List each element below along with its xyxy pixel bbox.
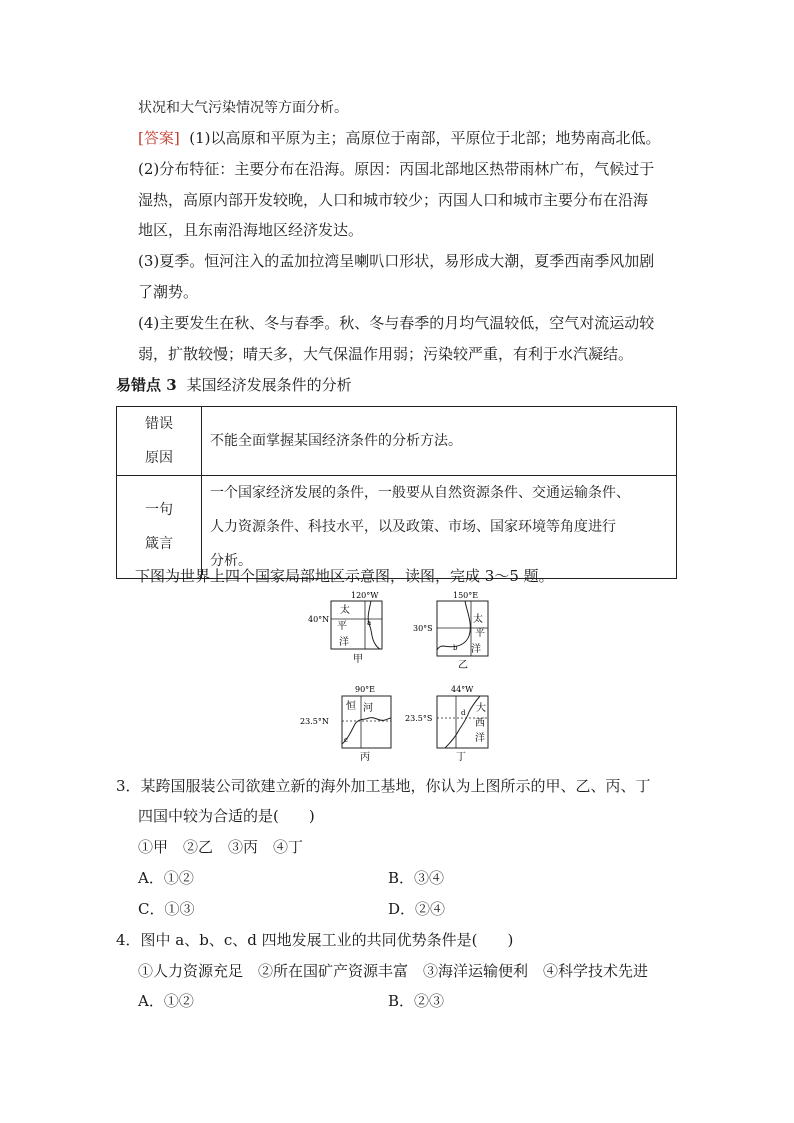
row-label: 一句 箴言 [117,476,202,579]
q3-option-a[interactable]: A．①② [138,869,194,887]
answer-line-8: 弱，扩散较慢；晴天多，大气保温作用弱；污染较严重，有利于水汽凝结。 [138,345,634,363]
svg-text:30°S: 30°S [413,624,433,633]
row-value: 不能全面掌握某国经济条件的分析方法。 [202,407,677,476]
svg-text:丙: 丙 [360,752,370,763]
table-row [117,476,677,579]
svg-text:44°W: 44°W [451,685,474,694]
svg-text:太: 太 [340,605,350,616]
section-heading [116,375,352,395]
svg-text:120°W: 120°W [351,591,379,600]
svg-text:乙: 乙 [458,660,468,671]
svg-text:平: 平 [337,621,347,632]
answer-line-6: 了潮势。 [138,283,199,301]
svg-text:40°N: 40°N [308,615,330,624]
q3-items: ①甲 ②乙 ③丙 ④丁 [138,838,304,856]
continued-text: 状况和大气污染情况等方面分析。 [138,100,348,116]
q4-stem: 4．图中 a、b、c、d 四地发展工业的共同优势条件是( ) [116,931,514,949]
answer-line-4: 地区，且东南沿海地区经济发达。 [138,221,364,239]
q3-option-c[interactable]: C．①③ [138,900,195,918]
q3-stem-line1: 3．某跨国服装公司欲建立新的海外加工基地，你认为上图所示的甲、乙、丙、丁 [116,777,651,795]
map-yi [413,591,488,671]
answer-line-2: (2)分布特征：主要分布在沿海。原因：丙国北部地区热带雨林广布，气候过于 [138,160,655,178]
q4-option-b[interactable]: B．②③ [388,992,445,1010]
svg-text:23.5°N: 23.5°N [300,717,329,726]
svg-text:平: 平 [475,628,485,639]
map-jia [308,591,382,665]
answer-line-7: (4)主要发生在秋、冬与春季。秋、冬与春季的月均气温较低，空气对流运动较 [138,314,655,332]
svg-text:丁: 丁 [456,752,466,763]
svg-text:b: b [453,644,458,652]
svg-text:河: 河 [363,703,373,714]
section-title: 某国经济发展条件的分析 [186,376,352,394]
q3-option-b[interactable]: B．③④ [388,869,445,887]
svg-text:c: c [344,736,348,744]
q4-option-a[interactable]: A．①② [138,992,194,1010]
answer-line-5: (3)夏季。恒河注入的孟加拉湾呈喇叭口形状，易形成大潮，夏季西南季风加剧 [138,252,655,270]
svg-text:太: 太 [473,614,483,625]
table-row [117,407,677,476]
tip-table [116,406,677,579]
q4-items: ①人力资源充足 ②所在国矿产资源丰富 ③海洋运输便利 ④科学技术先进 [138,962,649,980]
q3-stem-line2: 四国中较为合适的是( ) [138,807,315,825]
svg-text:90°E: 90°E [355,685,376,694]
map-ding [405,685,488,763]
svg-text:洋: 洋 [339,637,349,648]
four-country-maps [295,590,505,765]
svg-text:23.5°S: 23.5°S [405,714,433,723]
map-bing [300,685,391,763]
svg-text:洋: 洋 [471,644,481,655]
answer-tag: [答案] [138,129,180,147]
svg-text:大: 大 [476,703,486,714]
row-label: 错误 原因 [117,407,202,476]
svg-text:d: d [461,709,466,717]
svg-text:a: a [367,619,372,627]
svg-text:150°E: 150°E [453,591,479,600]
svg-text:洋: 洋 [475,733,485,744]
svg-text:恒: 恒 [346,701,356,712]
row-value: 一个国家经济发展的条件，一般要从自然资源条件、交通运输条件、 人力资源条件、科技水平，以及政策、市场、国家环境等角度进行 分析。 [202,476,677,579]
section-label: 易错点 3 [116,376,177,394]
q3-option-d[interactable]: D．②④ [388,900,446,918]
svg-text:甲: 甲 [353,654,363,665]
answer-line-1: [答案] (1)以高原和平原为主；高原位于南部，平原位于北部；地势南高北低。 [138,129,661,147]
answer-line-3: 湿热，高原内部开发较晚，人口和城市较少；丙国人口和城市主要分布在沿海 [138,191,649,209]
svg-text:西: 西 [475,718,485,729]
figure-intro: 下图为世界上四个国家局部地区示意图，读图，完成 3～5 题。 [135,567,554,585]
